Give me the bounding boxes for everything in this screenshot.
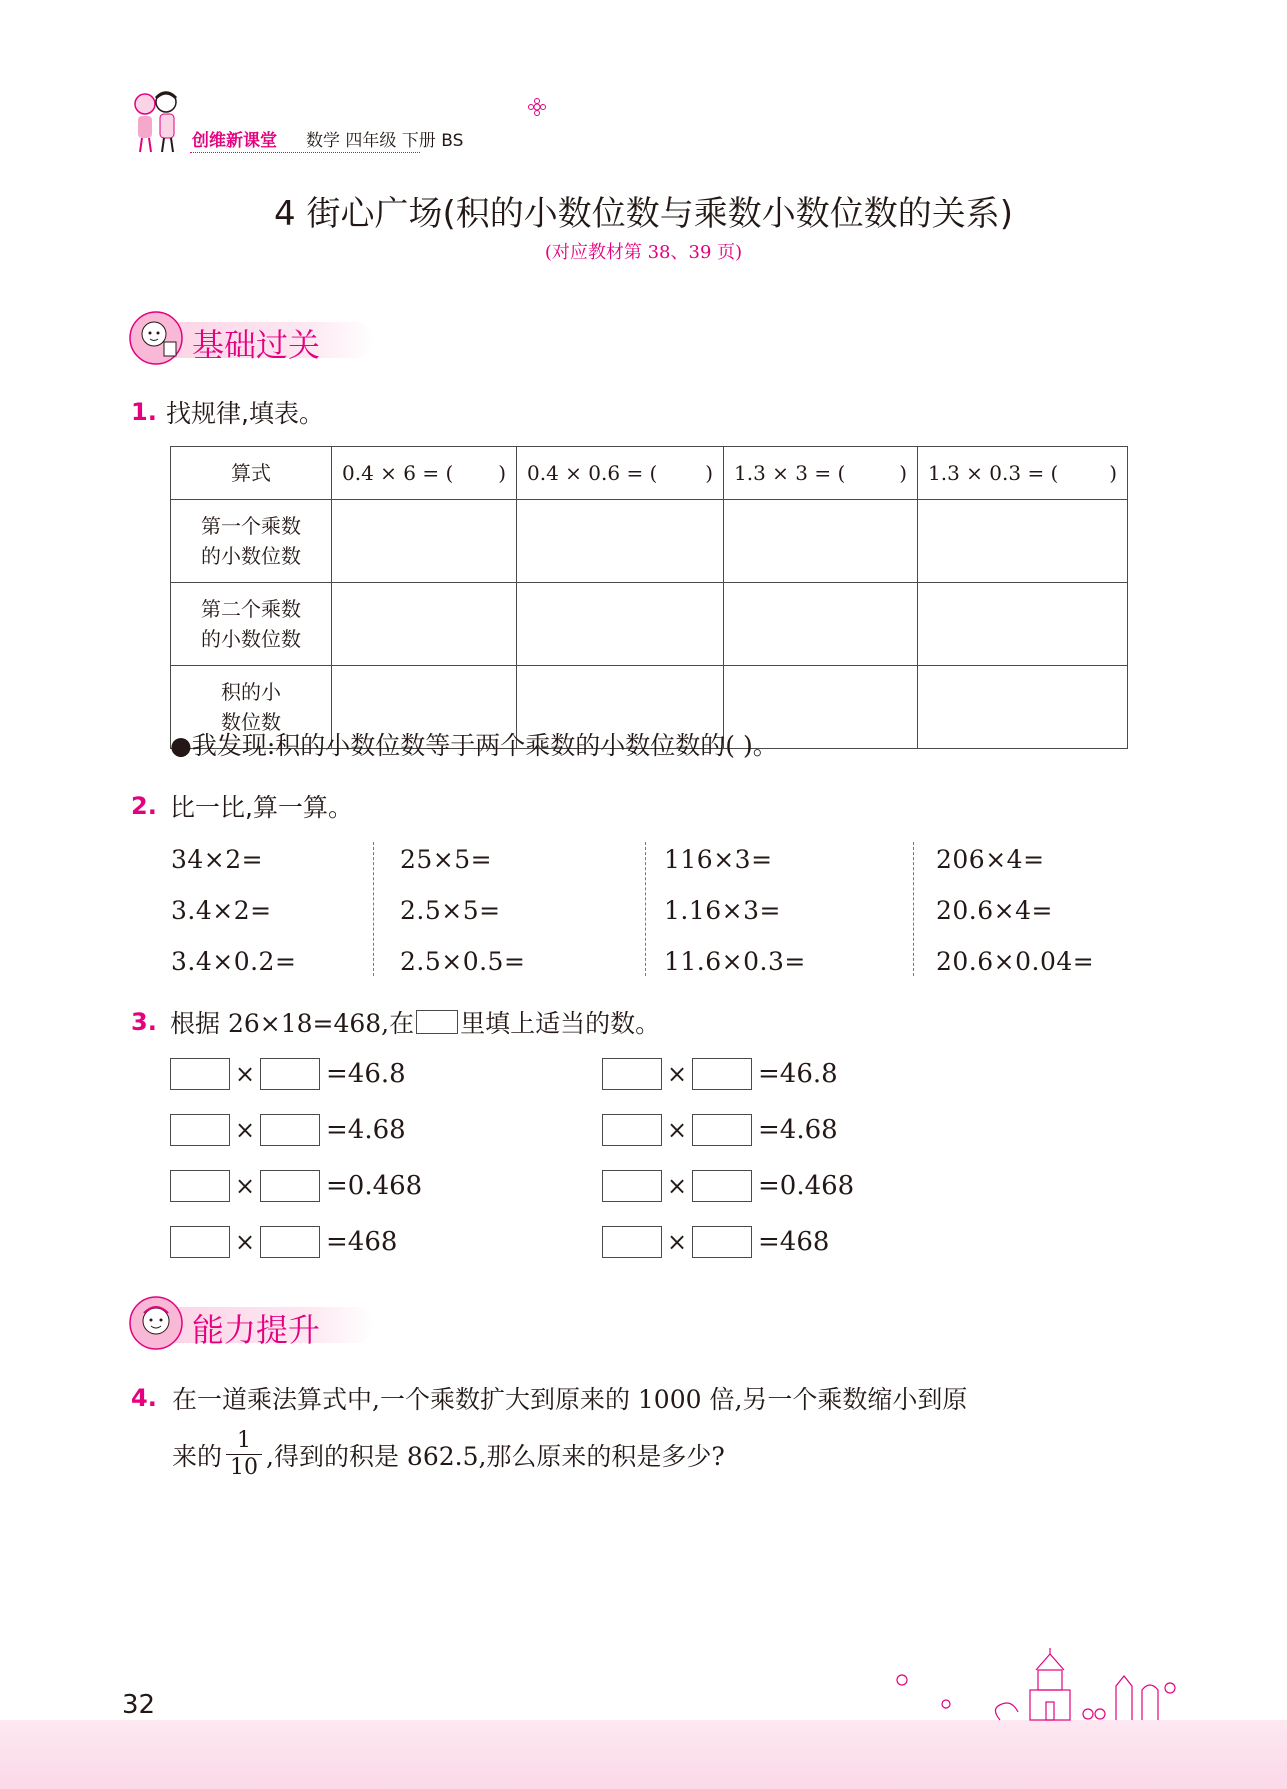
section-basic xyxy=(128,310,378,366)
table-row xyxy=(171,500,1128,583)
page-title: 4 街心广场(积的小数位数与乘数小数位数的关系) xyxy=(274,194,1013,234)
table-expression-cell[interactable]: 0.4 × 6 = ( ) xyxy=(332,447,517,500)
calc-item: 1.16×3= xyxy=(664,896,781,925)
castle-scene-icon xyxy=(880,1648,1180,1728)
calc-item: 20.6×4= xyxy=(936,896,1053,925)
fill-box[interactable] xyxy=(260,1226,320,1258)
calc-item: 34×2= xyxy=(171,845,264,874)
fill-box[interactable] xyxy=(170,1114,230,1146)
page-number: 32 xyxy=(122,1690,156,1720)
fill-box[interactable] xyxy=(602,1114,662,1146)
compare-column xyxy=(171,834,411,987)
answer-cell[interactable] xyxy=(517,500,724,583)
fraction-denominator: 10 xyxy=(226,1454,262,1481)
brand-name: 创维新课堂 xyxy=(192,131,277,151)
table-row xyxy=(171,583,1128,666)
table-header-label: 算式 xyxy=(171,447,332,500)
fill-box[interactable] xyxy=(260,1170,320,1202)
fill-group-left xyxy=(170,1057,422,1259)
fill-row: × =4.68 xyxy=(602,1113,854,1147)
question-text-2: 比一比,算一算。 xyxy=(170,793,353,822)
question-number-4: 4. xyxy=(131,1384,157,1412)
column-divider xyxy=(373,842,374,976)
column-divider xyxy=(913,842,914,976)
row-label: 第一个乘数 的小数位数 xyxy=(171,500,332,583)
mascot-badge-icon xyxy=(128,1295,184,1351)
mascot-badge-icon xyxy=(128,310,184,366)
fill-box[interactable] xyxy=(170,1226,230,1258)
answer-cell[interactable] xyxy=(724,583,918,666)
flower-doodle-icon xyxy=(528,98,546,116)
calc-item: 3.4×2= xyxy=(171,896,272,925)
table-expression-cell[interactable]: 0.4 × 0.6 = ( ) xyxy=(517,447,724,500)
fill-box[interactable] xyxy=(692,1170,752,1202)
fill-box[interactable] xyxy=(692,1058,752,1090)
example-box xyxy=(416,1010,458,1034)
calc-item: 11.6×0.3= xyxy=(664,947,806,976)
question-text-3: 根据 26×18=468,在 里填上适当的数。 xyxy=(170,1009,661,1038)
answer-cell[interactable] xyxy=(332,583,517,666)
question-text-4-line2: 来的 $\frac{1}{10}$ ,得到的积是 862.5,那么原来的积是多少? xyxy=(172,1428,725,1480)
fraction-numerator: 1 xyxy=(237,1428,252,1453)
footer-band xyxy=(0,1720,1287,1789)
pattern-table xyxy=(170,446,1128,749)
fill-row: × =4.68 xyxy=(170,1113,422,1147)
answer-cell[interactable] xyxy=(517,583,724,666)
section-title-advanced: 能力提升 xyxy=(192,1311,321,1349)
fill-row: × =46.8 xyxy=(170,1057,422,1091)
discovery-statement: ●我发现:积的小数位数等于两个乘数的小数位数的( )。 xyxy=(170,731,778,760)
page-header xyxy=(130,86,550,156)
answer-cell[interactable] xyxy=(918,666,1128,749)
fill-box[interactable] xyxy=(602,1226,662,1258)
fill-box[interactable] xyxy=(260,1114,320,1146)
fill-box[interactable] xyxy=(170,1058,230,1090)
calc-item: 3.4×0.2= xyxy=(171,947,297,976)
fill-box[interactable] xyxy=(692,1226,752,1258)
calc-item: 20.6×0.04= xyxy=(936,947,1095,976)
row-label: 第二个乘数 的小数位数 xyxy=(171,583,332,666)
fill-row: × =0.468 xyxy=(602,1169,854,1203)
section-advanced xyxy=(128,1295,378,1351)
calc-item: 25×5= xyxy=(400,845,493,874)
fill-box[interactable] xyxy=(260,1058,320,1090)
fill-group-right xyxy=(602,1057,854,1259)
fill-row: × =46.8 xyxy=(602,1057,854,1091)
question-text-1: 找规律,填表。 xyxy=(166,399,324,428)
table-expression-cell[interactable]: 1.3 × 3 = ( ) xyxy=(724,447,918,500)
fill-box[interactable] xyxy=(170,1170,230,1202)
calc-item: 206×4= xyxy=(936,845,1045,874)
question-number-3: 3. xyxy=(131,1008,157,1036)
question-number-1: 1. xyxy=(131,398,157,426)
question-number-2: 2. xyxy=(131,792,157,820)
calc-item: 2.5×0.5= xyxy=(400,947,526,976)
section-title-basic: 基础过关 xyxy=(192,326,321,364)
page-subtitle: (对应教材第 38、39 页) xyxy=(544,242,743,263)
book-info: 数学 四年级 下册 BS xyxy=(306,131,464,151)
row-label: 积的小 数位数 xyxy=(171,666,332,749)
table-header-row xyxy=(171,447,1128,500)
compare-column xyxy=(664,834,904,987)
compare-column xyxy=(400,834,640,987)
header-divider xyxy=(190,152,420,153)
fill-box[interactable] xyxy=(692,1114,752,1146)
fraction xyxy=(226,1428,262,1481)
kids-mascot-icon xyxy=(130,86,184,156)
answer-cell[interactable] xyxy=(918,583,1128,666)
fill-row: × =468 xyxy=(602,1225,854,1259)
fill-row: × =468 xyxy=(170,1225,422,1259)
calc-item: 116×3= xyxy=(664,845,773,874)
answer-cell[interactable] xyxy=(332,500,517,583)
fill-box[interactable] xyxy=(602,1170,662,1202)
answer-cell[interactable] xyxy=(724,500,918,583)
answer-cell[interactable] xyxy=(918,500,1128,583)
compare-column xyxy=(936,834,1176,987)
question-text-4-line1: 在一道乘法算式中,一个乘数扩大到原来的 1000 倍,另一个乘数缩小到原 xyxy=(172,1385,968,1414)
fill-row: × =0.468 xyxy=(170,1169,422,1203)
fill-box[interactable] xyxy=(602,1058,662,1090)
table-expression-cell[interactable]: 1.3 × 0.3 = ( ) xyxy=(918,447,1128,500)
calc-item: 2.5×5= xyxy=(400,896,501,925)
column-divider xyxy=(645,842,646,976)
